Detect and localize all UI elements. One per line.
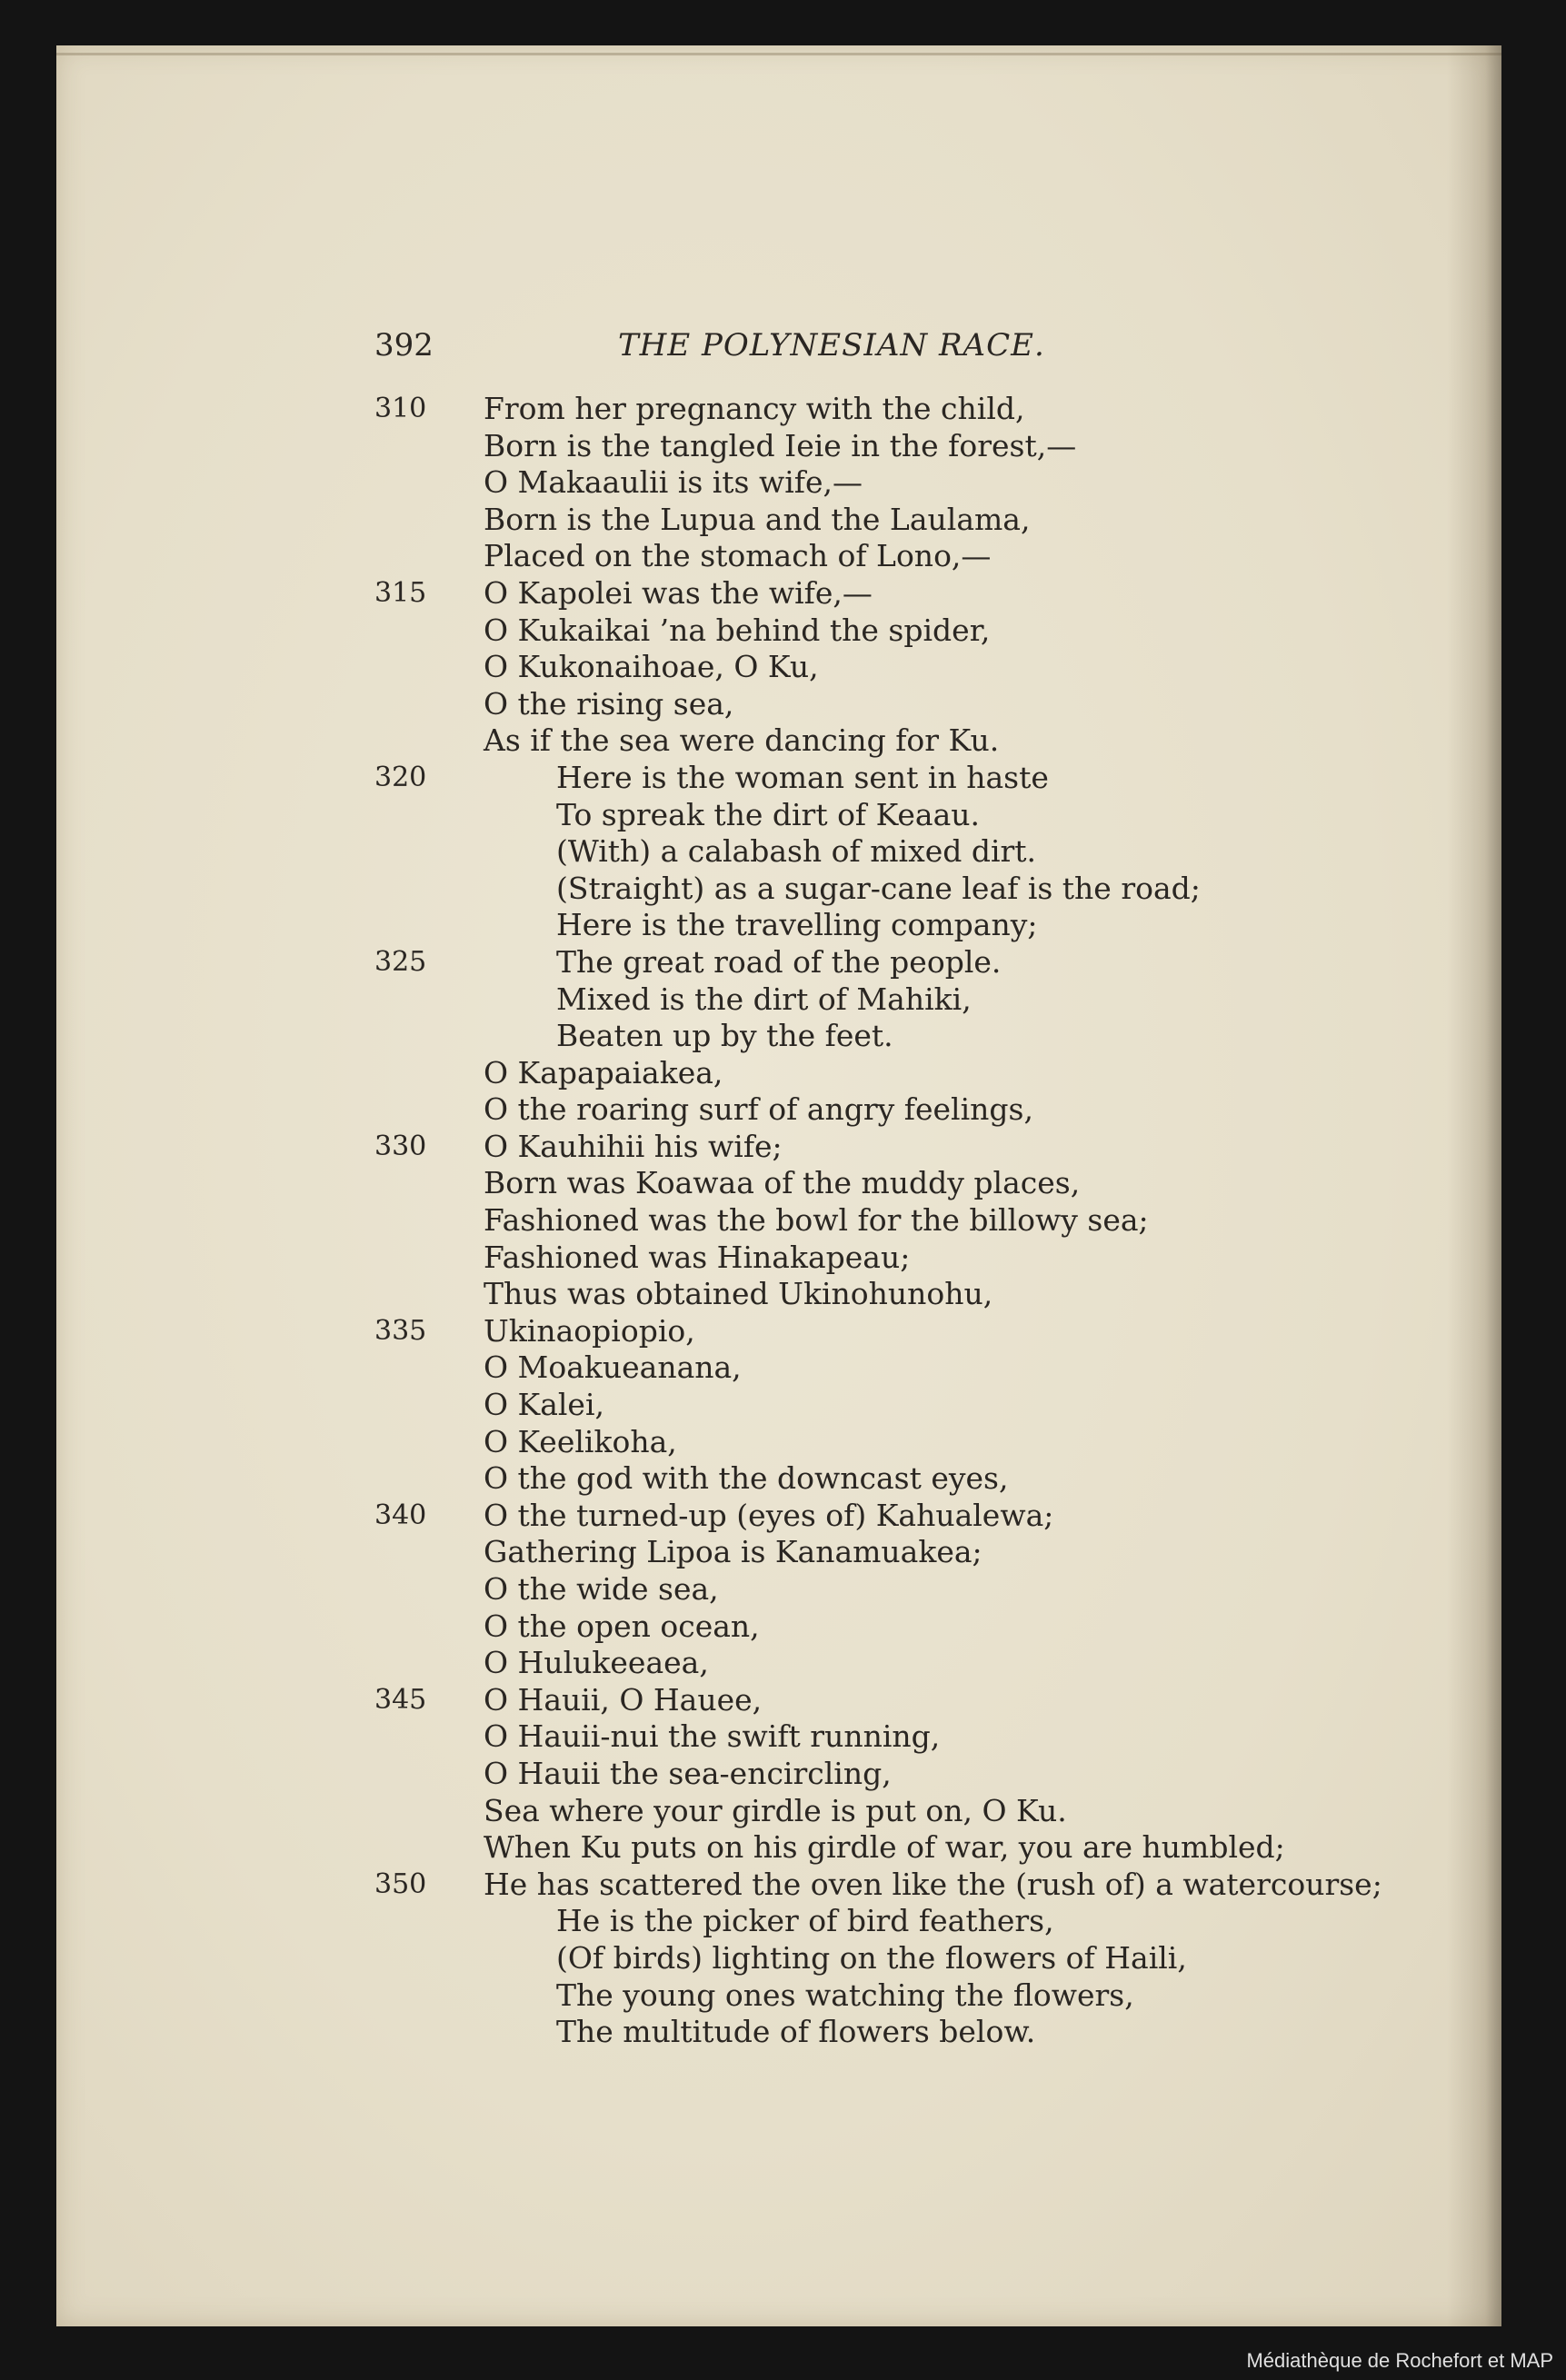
poem-line: [56, 1977, 1501, 2015]
poem-line: [56, 1387, 1501, 1424]
poem-line: [56, 944, 1501, 981]
poem-line: [56, 686, 1501, 723]
line-text: O Kapolei was the wife,—: [484, 574, 873, 611]
line-text: When Ku puts on his girdle of war, you are humbled;: [484, 1829, 1285, 1866]
line-text: O the rising sea,: [484, 685, 734, 722]
line-text: Born is the tangled Ieie in the forest,—: [484, 427, 1077, 463]
poem-line: [56, 1645, 1501, 1682]
line-text: Mixed is the dirt of Mahiki,: [556, 981, 972, 1017]
poem-line: [56, 1055, 1501, 1092]
poem-line: [56, 1829, 1501, 1867]
poem-line: [56, 1867, 1501, 1904]
line-text: As if the sea were dancing for Ku.: [484, 722, 1000, 759]
poem-line: [56, 1202, 1501, 1240]
poem-line: [56, 907, 1501, 944]
line-text: He is the picker of bird feathers,: [556, 1903, 1054, 1939]
line-text: Here is the woman sent in haste: [556, 759, 1049, 795]
line-number: 345: [374, 1683, 427, 1716]
line-text: The young ones watching the flowers,: [556, 1977, 1134, 2013]
poem-line: [56, 1682, 1501, 1719]
poem-line: [56, 1793, 1501, 1830]
line-text: He has scattered the oven like the (rush of) a watercourse;: [484, 1866, 1382, 1902]
line-text: (With) a calabash of mixed dirt.: [556, 833, 1037, 870]
line-text: The great road of the people.: [556, 943, 1002, 980]
line-number: 320: [374, 761, 427, 793]
line-text: O the open ocean,: [484, 1608, 760, 1644]
line-text: Here is the travelling company;: [556, 907, 1038, 943]
line-text: O Kukonaihoae, O Ku,: [484, 649, 819, 685]
poem-line: [56, 612, 1501, 650]
line-text: O Makaaulii is its wife,—: [484, 464, 863, 501]
line-text: Ukinaopiopio,: [484, 1312, 695, 1349]
poem-line: [56, 722, 1501, 760]
line-text: O the wide sea,: [484, 1571, 719, 1607]
poem-line: [56, 1571, 1501, 1608]
running-title: THE POLYNESIAN RACE.: [618, 327, 1045, 363]
line-text: Gathering Lipoa is Kanamuakea;: [484, 1534, 982, 1570]
book-page: [56, 45, 1501, 2326]
poem-line: [56, 1460, 1501, 1498]
poem-line: [56, 797, 1501, 834]
poem-line: [56, 1534, 1501, 1571]
poem-line: [56, 1091, 1501, 1129]
line-text: O the turned-up (eyes of) Kahualewa;: [484, 1497, 1054, 1533]
line-text: O Keelikoha,: [484, 1423, 677, 1459]
line-number: 330: [374, 1130, 427, 1162]
poem-line: [56, 538, 1501, 575]
line-text: Fashioned was Hinakapeau;: [484, 1239, 911, 1275]
library-credit: Médiathèque de Rochefort et MAP: [1246, 2349, 1553, 2372]
poem-line: [56, 1276, 1501, 1313]
line-text: The multitude of flowers below.: [556, 2014, 1036, 2050]
line-text: Placed on the stomach of Lono,—: [484, 538, 992, 574]
poem-line: [56, 1129, 1501, 1166]
line-text: O Kapapaiakea,: [484, 1054, 723, 1090]
line-text: Fashioned was the bowl for the billowy sea;: [484, 1202, 1149, 1239]
poem-line: [56, 1940, 1501, 1977]
poem-line: [56, 833, 1501, 871]
line-number: 340: [374, 1499, 427, 1531]
poem-line: [56, 1018, 1501, 1055]
poem-line: [56, 1608, 1501, 1646]
poem-line: [56, 981, 1501, 1019]
line-number: 315: [374, 576, 427, 609]
poem-line: [56, 1165, 1501, 1202]
poem-line: [56, 1424, 1501, 1461]
poem-line: [56, 1498, 1501, 1535]
line-text: O Hauii, O Hauee,: [484, 1681, 763, 1718]
poem-line: [56, 649, 1501, 686]
poem-line: [56, 1718, 1501, 1756]
line-number: 335: [374, 1314, 427, 1347]
poem-line: [56, 1313, 1501, 1350]
poem-line: [56, 760, 1501, 797]
line-text: O Kalei,: [484, 1387, 604, 1423]
line-text: O Moakueanana,: [484, 1349, 742, 1386]
line-text: Beaten up by the feet.: [556, 1018, 893, 1054]
line-text: O the roaring surf of angry feelings,: [484, 1091, 1033, 1128]
line-number: 310: [374, 393, 427, 424]
line-text: O Hauii the sea-encircling,: [484, 1755, 892, 1791]
line-text: O Hauii-nui the swift running,: [484, 1718, 941, 1755]
line-text: O Hulukeeaea,: [484, 1645, 709, 1681]
line-text: Born is the Lupua and the Laulama,: [484, 501, 1031, 537]
line-text: (Straight) as a sugar-cane leaf is the road;: [556, 870, 1201, 906]
line-text: Thus was obtained Ukinohunohu,: [484, 1276, 993, 1312]
poem-line: [56, 1240, 1501, 1277]
poem-line: [56, 1756, 1501, 1793]
line-text: (Of birds) lighting on the flowers of Haili,: [556, 1939, 1187, 1976]
line-text: O Kukaikai ’na behind the spider,: [484, 612, 991, 648]
page-number: 392: [374, 327, 434, 363]
line-text: Sea where your girdle is put on, O Ku.: [484, 1792, 1067, 1828]
line-number: 325: [374, 945, 427, 978]
poem-line: [56, 575, 1501, 612]
line-text: O the god with the downcast eyes,: [484, 1460, 1009, 1497]
line-text: To spreak the dirt of Keaau.: [556, 796, 981, 832]
line-text: O Kauhihii his wife;: [484, 1128, 783, 1164]
line-number: 350: [374, 1867, 427, 1900]
line-text: From her pregnancy with the child,: [484, 391, 1025, 426]
page-top-edge: [56, 53, 1501, 55]
poem-line: [56, 428, 1501, 465]
poem-line: [56, 2014, 1501, 2051]
poem-body: [56, 391, 1501, 2051]
line-text: Born was Koawaa of the muddy places,: [484, 1165, 1081, 1201]
poem-line: [56, 1903, 1501, 1940]
poem-line: [56, 1349, 1501, 1387]
poem-line: [56, 871, 1501, 908]
running-header: [56, 327, 1501, 373]
poem-line: [56, 464, 1501, 502]
poem-line: [56, 391, 1501, 428]
poem-line: [56, 502, 1501, 539]
